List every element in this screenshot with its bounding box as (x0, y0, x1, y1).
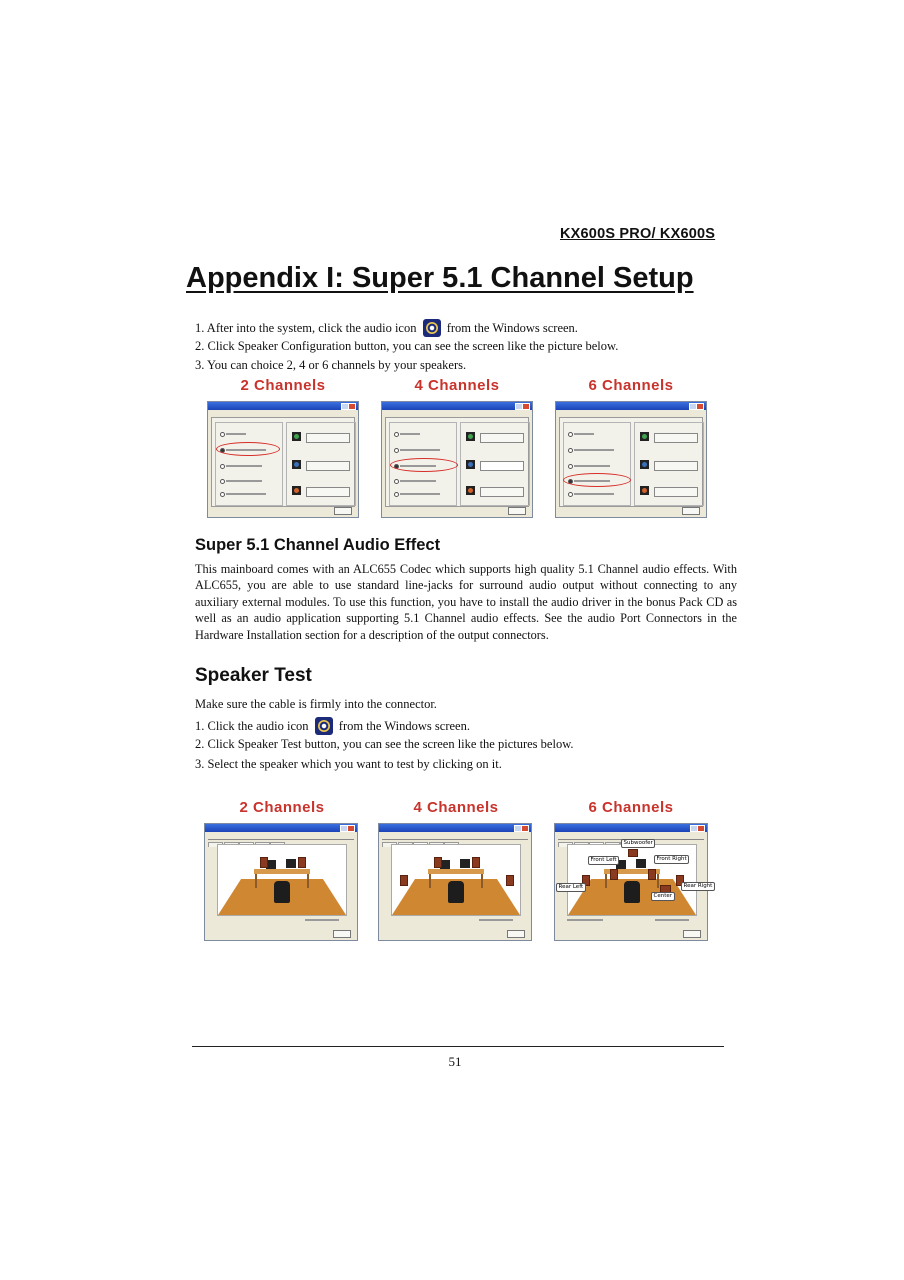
speaker-test-intro: Make sure the cable is firmly into the connector. (195, 697, 437, 711)
audio-effect-heading: Super 5.1 Channel Audio Effect (195, 536, 441, 554)
setup-step-2: 2. Click Speaker Configuration button, you can see the screen like the picture below. (195, 339, 619, 353)
rear-left-speaker-tag[interactable]: Rear Left (556, 883, 586, 892)
speaker-config-screenshot-6ch (555, 401, 707, 518)
test-label-6-channels: 6 Channels (588, 799, 674, 816)
footer-rule (192, 1046, 724, 1047)
speaker-test-heading: Speaker Test (195, 665, 312, 686)
test-label-4-channels: 4 Channels (413, 799, 499, 816)
setup-step-1-tail: from the Windows screen. (446, 321, 578, 335)
config-label-4-channels: 4 Channels (414, 377, 500, 394)
front-right-speaker-tag[interactable]: Front Right (654, 855, 689, 864)
speaker-test-step-1-text: 1. Click the audio icon (195, 719, 309, 733)
speaker-config-screenshot-2ch (207, 401, 359, 518)
speaker-test-step-3: 3. Select the speaker which you want to test by clicking on it. (195, 757, 502, 771)
speaker-test-step-2: 2. Click Speaker Test button, you can see the screen like the pictures below. (195, 737, 574, 751)
test-label-2-channels: 2 Channels (239, 799, 325, 816)
audio-effect-paragraph: This mainboard comes with an ALC655 Codec which supports high quality 5.1 Channel audio effects. With ALC655, you are able to use standard line-jacks for surround audio output without connecting to any auxiliary external modules. To use this function, you have to install the audio driver in the bonus Pack CD as well as an audio application supporting 5.1 Channel audio effects. See the audio Port Connectors in the Hardware Installation section for a description of the output connectors. (195, 562, 737, 642)
speaker-test-screenshot-2ch (204, 823, 358, 941)
speaker-config-screenshot-4ch (381, 401, 533, 518)
page-number: 51 (448, 1054, 462, 1069)
document-model-header: KX600S PRO/ KX600S (560, 226, 716, 242)
audio-icon (423, 319, 441, 337)
audio-icon (315, 717, 333, 735)
config-label-2-channels: 2 Channels (240, 377, 326, 394)
front-left-speaker-tag[interactable]: Front Left (588, 856, 619, 865)
subwoofer-speaker-tag[interactable]: Subwoofer (621, 839, 655, 848)
speaker-test-screenshot-6ch (554, 823, 713, 941)
setup-step-3: 3. You can choice 2, 4 or 6 channels by your speakers. (195, 358, 467, 372)
center-speaker-tag[interactable]: Center (651, 892, 675, 901)
page-title: Appendix I: Super 5.1 Channel Setup (186, 262, 694, 294)
setup-step-1-text: 1. After into the system, click the audio icon (195, 321, 417, 335)
speaker-test-step-1-tail: from the Windows screen. (338, 719, 470, 733)
setup-step-1 (195, 319, 578, 337)
speaker-test-screenshot-4ch (378, 823, 532, 941)
speaker-test-step-1 (195, 717, 470, 735)
rear-right-speaker-tag[interactable]: Rear Right (681, 882, 715, 891)
config-label-6-channels: 6 Channels (588, 377, 674, 394)
